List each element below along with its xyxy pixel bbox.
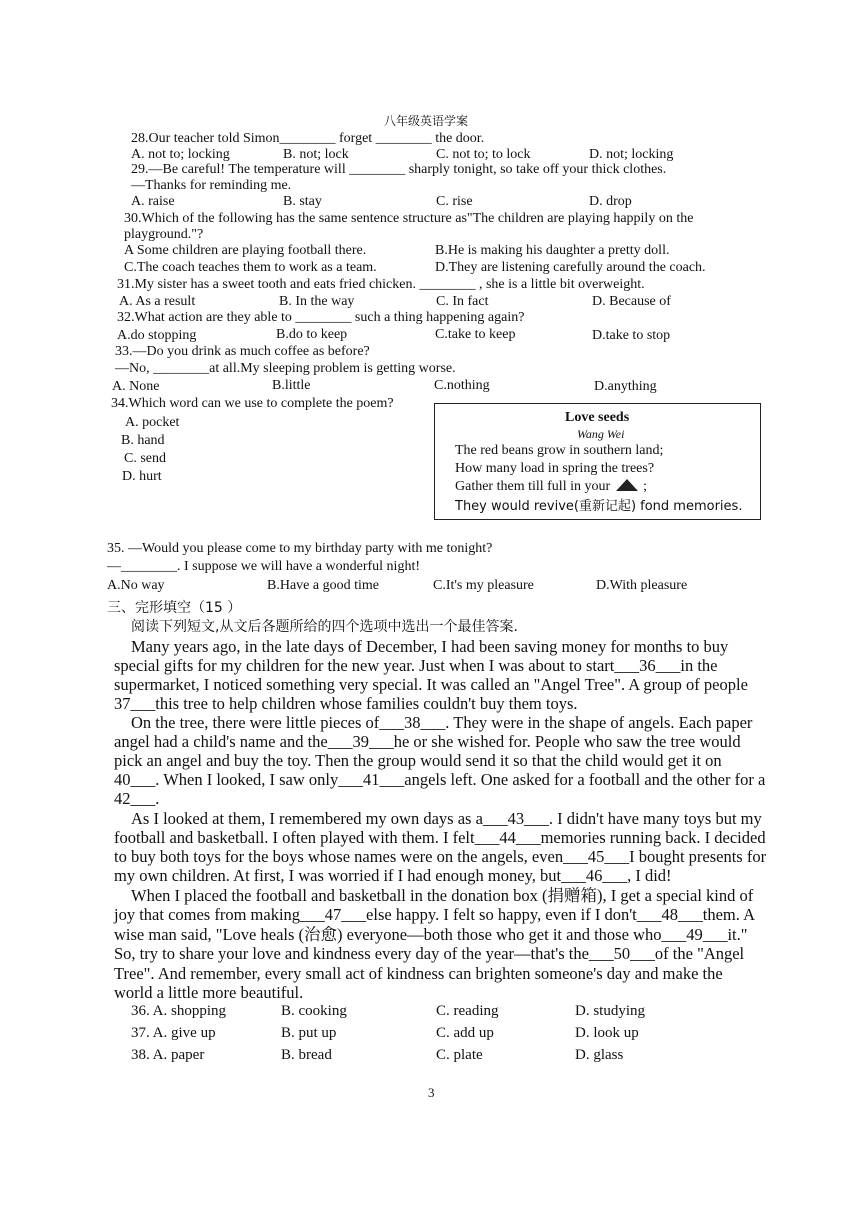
question-35-option-a: A.No way — [107, 578, 165, 593]
passage-line: my own children. At first, I was worried if I had enough money, but___46___, I did! — [114, 866, 672, 885]
question-37-option-d: D. look up — [575, 1025, 639, 1041]
passage-line: football and basketball. I often played with them. I felt___44___memories running back. I decided — [114, 828, 766, 847]
question-35-reply: —________. I suppose we will have a wonderful night! — [107, 559, 420, 574]
section-instruction: 阅读下列短文,从文后各题所给的四个选项中选出一个最佳答案. — [131, 619, 518, 635]
question-31-stem: 31.My sister has a sweet tooth and eats fried chicken. ________ , she is a little bit overweight. — [117, 277, 645, 292]
question-32-stem: 32.What action are they able to ________ such a thing happening again? — [117, 310, 525, 325]
question-28-option-b: B. not; lock — [283, 147, 349, 162]
poem-line-3-end: ; — [643, 479, 648, 494]
triangle-blank-icon — [616, 479, 638, 491]
question-28-option-a: A. not to; locking — [131, 147, 230, 162]
passage-line: 37___this tree to help children whose families couldn't buy them toys. — [114, 694, 578, 713]
question-33-option-b: B.little — [272, 378, 311, 393]
question-28-option-d: D. not; locking — [589, 147, 674, 162]
question-29-reply: —Thanks for reminding me. — [131, 178, 292, 193]
passage-line: supermarket, I noticed something very special. It was called an "Angel Tree". A group of people — [114, 675, 748, 694]
question-37-option-b: B. put up — [281, 1025, 337, 1041]
passage-line: Many years ago, in the late days of December, I had been saving money for months to buy — [131, 637, 729, 656]
poem-line-3-text: Gather them till full in your — [455, 479, 611, 494]
question-34-option-c: C. send — [124, 451, 166, 466]
question-28-stem: 28.Our teacher told Simon________ forget ________ the door. — [131, 131, 485, 146]
question-35-option-b: B.Have a good time — [267, 578, 379, 593]
page-number: 3 — [428, 1085, 435, 1100]
question-38-option-d: D. glass — [575, 1047, 624, 1063]
passage-line: Tree". And remember, every small act of kindness can brighten someone's day and make the — [114, 964, 723, 983]
question-36-option-b: B. cooking — [281, 1003, 347, 1019]
passage-line: world a little more beautiful. — [114, 983, 304, 1002]
passage-line: So, try to share your love and kindness every day of the year—that's the___50___of the "Angel — [114, 944, 745, 963]
passage-line: angel had a child's name and the___39___he or she wished for. People who saw the tree would — [114, 732, 741, 751]
question-33-reply: —No, ________at all.My sleeping problem is getting worse. — [115, 361, 456, 376]
question-38-option-a: 38. A. paper — [131, 1047, 205, 1063]
question-30-option-d: D.They are listening carefully around the coach. — [435, 260, 706, 275]
passage-line: 40___. When I looked, I saw only___41___angels left. One asked for a football and the other for a — [114, 770, 766, 789]
question-34-option-a: A. pocket — [125, 415, 180, 430]
question-33-option-d: D.anything — [594, 379, 657, 394]
question-35-stem: 35. —Would you please come to my birthday party with me tonight? — [107, 541, 493, 556]
question-30-stem: 30.Which of the following has the same sentence structure as"The children are playing happily on the — [124, 211, 694, 226]
question-31-option-c: C. In fact — [436, 294, 489, 309]
question-30-option-a: A Some children are playing football there. — [124, 243, 367, 258]
passage-line: wise man said, "Love heals (治愈) everyone—both those who get it and those who___49___it." — [114, 925, 748, 944]
question-29-option-b: B. stay — [283, 194, 322, 209]
question-36-option-d: D. studying — [575, 1003, 646, 1019]
question-36-option-a: 36. A. shopping — [131, 1003, 227, 1019]
question-29-option-c: C. rise — [436, 194, 473, 209]
page-header: 八年级英语学案 — [384, 114, 469, 128]
poem-line-3 — [455, 479, 647, 495]
passage-line: When I placed the football and basketball in the donation box (捐赠箱), I get a special kind of — [131, 886, 754, 905]
poem-line-4: They would revive(重新记起) fond memories. — [455, 499, 743, 514]
question-31-option-b: B. In the way — [279, 294, 355, 309]
section-title: 三、完形填空（15 ） — [107, 600, 242, 616]
question-32-option-b: B.do to keep — [276, 327, 348, 342]
question-31-option-a: A. As a result — [119, 294, 196, 309]
question-32-option-c: C.take to keep — [435, 327, 516, 342]
question-30-stem-cont: playground."? — [124, 227, 204, 242]
passage-line: pick an angel and buy the toy. Then the group would send it so that the child would get it on — [114, 751, 722, 770]
question-30-option-b: B.He is making his daughter a pretty doll. — [435, 243, 670, 258]
question-33-option-a: A. None — [112, 379, 160, 394]
question-29-stem: 29.—Be careful! The temperature will ________ sharply tonight, so take off your thick clothes. — [131, 162, 667, 177]
passage-line: As I looked at them, I remembered my own days as a___43___. I didn't have many toys but my — [131, 809, 762, 828]
question-33-option-c: C.nothing — [434, 378, 490, 393]
question-34-option-b: B. hand — [121, 433, 165, 448]
passage-line: joy that comes from making___47___else happy. I felt so happy, even if I don't___48___them. A — [114, 905, 756, 924]
question-36-option-c: C. reading — [436, 1003, 499, 1019]
question-30-option-c: C.The coach teaches them to work as a team. — [124, 260, 377, 275]
question-31-option-d: D. Because of — [592, 294, 671, 309]
poem-title: Love seeds — [565, 410, 630, 425]
passage-line: to buy both toys for the boys whose names were on the angels, even___45___I bought presents for — [114, 847, 767, 866]
question-29-option-d: D. drop — [589, 194, 632, 209]
question-33-stem: 33.—Do you drink as much coffee as before? — [115, 344, 370, 359]
question-37-option-c: C. add up — [436, 1025, 494, 1041]
question-37-option-a: 37. A. give up — [131, 1025, 216, 1041]
question-35-option-c: C.It's my pleasure — [433, 578, 534, 593]
passage-line: special gifts for my children for the new year. Just when I was about to start___36___in the — [114, 656, 718, 675]
question-28-option-c: C. not to; to lock — [436, 147, 531, 162]
question-34-option-d: D. hurt — [122, 469, 162, 484]
passage-line: On the tree, there were little pieces of___38___. They were in the shape of angels. Each paper — [131, 713, 753, 732]
question-32-option-d: D.take to stop — [592, 328, 671, 343]
poem-author: Wang Wei — [577, 427, 625, 441]
question-35-option-d: D.With pleasure — [596, 578, 688, 593]
question-32-option-a: A.do stopping — [117, 328, 197, 343]
question-38-option-c: C. plate — [436, 1047, 483, 1063]
poem-box — [434, 403, 761, 520]
passage-line: 42___. — [114, 789, 160, 808]
question-34-stem: 34.Which word can we use to complete the poem? — [111, 396, 394, 411]
poem-line-2: How many load in spring the trees? — [455, 461, 655, 476]
question-29-option-a: A. raise — [131, 194, 175, 209]
question-38-option-b: B. bread — [281, 1047, 332, 1063]
poem-line-1: The red beans grow in southern land; — [455, 443, 664, 458]
